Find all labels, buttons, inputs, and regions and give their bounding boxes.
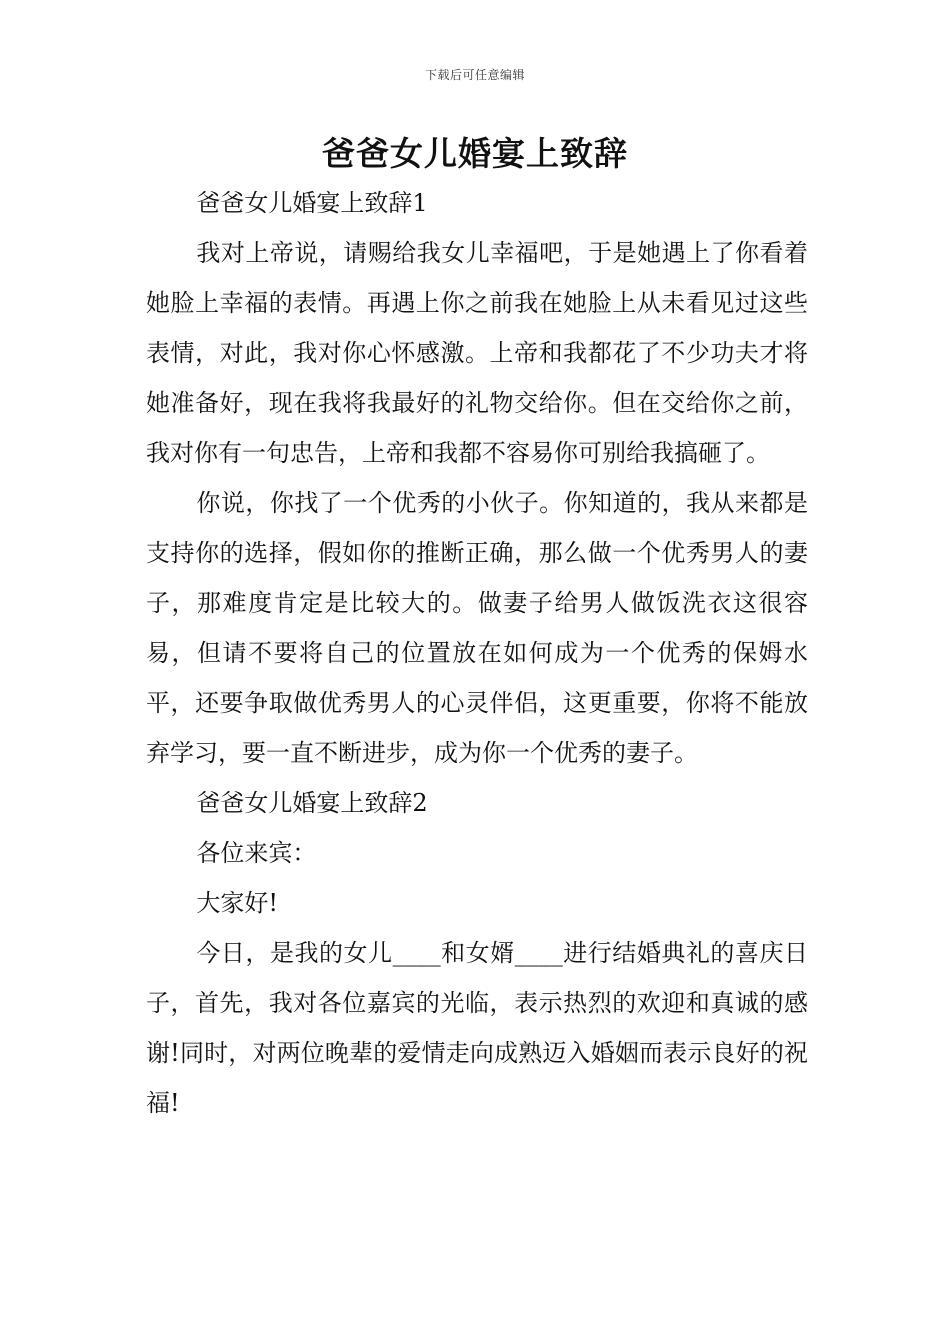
document-title: 爸爸女儿婚宴上致辞 (322, 134, 628, 173)
document-body (146, 178, 808, 1128)
header-note: 下载后可任意编辑 (424, 68, 525, 82)
salutation: 各位来宾： (196, 839, 317, 867)
section-heading-2: 爸爸女儿婚宴上致辞2 (196, 789, 428, 817)
body-paragraph: 我对上帝说，请赐给我女儿幸福吧，于是她遇上了你看着她脸上幸福的表情。再遇上你之前我在她脸上从未看见过这些表情，对此，我对你心怀感激。上帝和我都花了不少功夫才将她准备好，现在我将我最好的礼物交给你。但在交给你之前，我对你有一句忠告，上帝和我都不容易你可别给我搞砸了。 (146, 239, 808, 467)
body-paragraph: 你说，你找了一个优秀的小伙子。你知道的，我从来都是支持你的选择，假如你的推断正确，那么做一个优秀男人的妻子，那难度肯定是比较大的。做妻子给男人做饭洗衣这很容易，但请不要将自己的位置放在如何成为一个优秀的保姆水平，还要争取做优秀男人的心灵伴侣，这更重要，你将不能放弃学习，要一直不断进步，成为你一个优秀的妻子。 (146, 489, 808, 767)
greeting: 大家好! (196, 889, 279, 917)
section-heading-1: 爸爸女儿婚宴上致辞1 (196, 189, 428, 217)
body-paragraph: 今日，是我的女儿____和女婿____进行结婚典礼的喜庆日子，首先，我对各位嘉宾的光临，表示热烈的欢迎和真诚的感谢!同时，对两位晚辈的爱情走向成熟迈入婚姻而表示良好的祝福! (146, 939, 808, 1117)
